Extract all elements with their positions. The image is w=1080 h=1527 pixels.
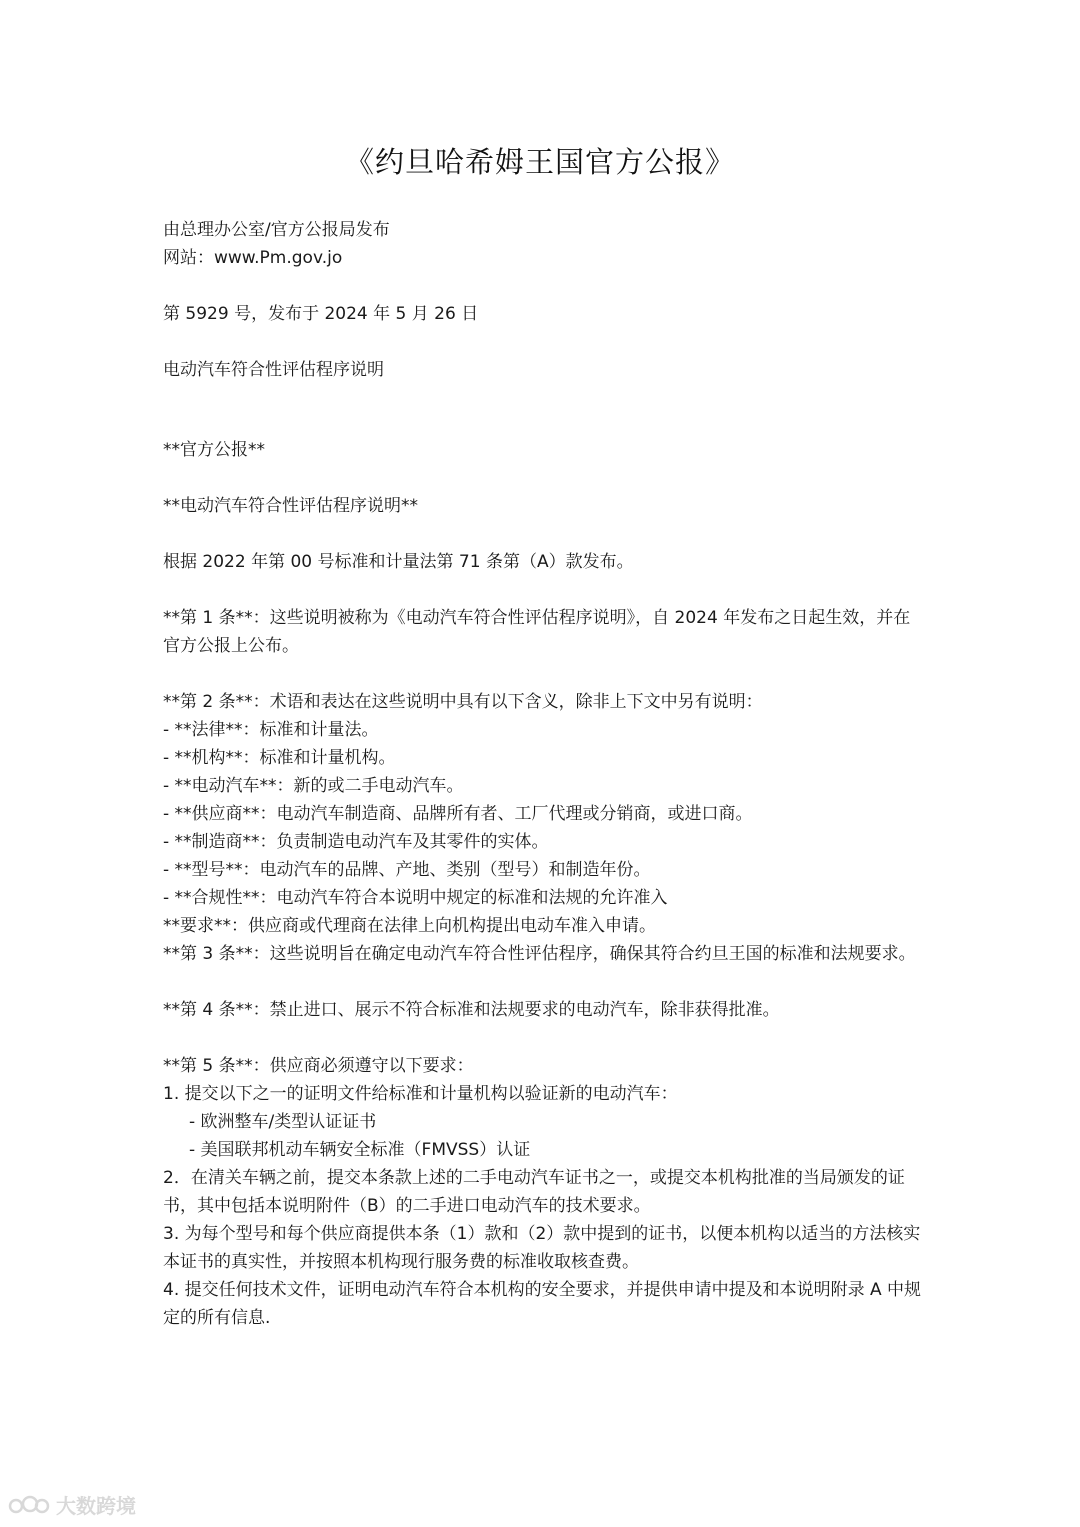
article-2-intro: **第 2 条**：术语和表达在这些说明中具有以下含义，除非上下文中另有说明： <box>163 692 763 712</box>
article-5-intro: **第 5 条**：供应商必须遵守以下要求： <box>163 1056 474 1076</box>
definition-item: - **电动汽车**：新的或二手电动汽车。 <box>163 776 464 796</box>
requirement-item-4: 4. 提交任何技术文件，证明电动汽车符合本机构的安全要求，并提供申请中提及和本说明附录 A 中规定的所有信息. <box>163 1280 922 1328</box>
article-1: **第 1 条**：这些说明被称为《电动汽车符合性评估程序说明》，自 2024 年发布之日起生效，并在官方公报上公布。 <box>163 608 911 656</box>
definition-item: - **合规性**：电动汽车符合本说明中规定的标准和法规的允许准入 <box>163 888 668 908</box>
definition-item: - **型号**：电动汽车的品牌、产地、类别（型号）和制造年份。 <box>163 860 651 880</box>
watermark <box>8 1490 136 1519</box>
document-title: 《约旦哈希姆王国官方公报》 <box>344 145 735 179</box>
definition-item: - **机构**：标准和计量机构。 <box>163 748 396 768</box>
subject-line: 电动汽车符合性评估程序说明 <box>163 360 384 380</box>
definition-item: - **法律**：标准和计量法。 <box>163 720 379 740</box>
watermark-text: 大数跨境 <box>56 1494 136 1518</box>
website-line: 网站：www.Pm.gov.jo <box>163 248 343 268</box>
heading-instructions: **电动汽车符合性评估程序说明** <box>163 496 418 516</box>
definition-item: - **制造商**：负责制造电动汽车及其零件的实体。 <box>163 832 549 852</box>
requirement-item-3: 3. 为每个型号和每个供应商提供本条（1）款和（2）款中提到的证书，以便本机构以适当的方法核实本证书的真实性，并按照本机构现行服务费的标准收取核查费。 <box>163 1224 921 1272</box>
heading-official-gazette: **官方公报** <box>163 440 265 460</box>
issue-line: 第 5929 号，发布于 2024 年 5 月 26 日 <box>163 304 479 324</box>
requirement-item-2: 2．在清关车辆之前，提交本条款上述的二手电动汽车证书之一，或提交本机构批准的当局颁发的证书，其中包括本说明附件（B）的二手进口电动汽车的技术要求。 <box>163 1168 905 1216</box>
definition-item: **要求**：供应商或代理商在法律上向机构提出电动车准入申请。 <box>163 916 656 936</box>
article-4: **第 4 条**：禁止进口、展示不符合标准和法规要求的电动汽车，除非获得批准。 <box>163 1000 780 1020</box>
basis-line: 根据 2022 年第 00 号标准和计量法第 71 条第（A）款发布。 <box>163 552 634 572</box>
requirement-sub-item: - 美国联邦机动车辆安全标准（FMVSS）认证 <box>189 1140 531 1160</box>
definition-item: - **供应商**：电动汽车制造商、品牌所有者、工厂代理或分销商，或进口商。 <box>163 804 753 824</box>
document-body <box>163 216 923 1332</box>
article-3: **第 3 条**：这些说明旨在确定电动汽车符合性评估程序，确保其符合约旦王国的标准和法规要求。 <box>163 944 916 964</box>
requirement-sub-item: - 欧洲整车/类型认证证书 <box>189 1112 377 1132</box>
weibo-like-logo-icon <box>8 1492 50 1518</box>
publisher-line: 由总理办公室/官方公报局发布 <box>163 220 390 240</box>
requirement-item-1: 1. 提交以下之一的证明文件给标准和计量机构以验证新的电动汽车： <box>163 1084 678 1104</box>
